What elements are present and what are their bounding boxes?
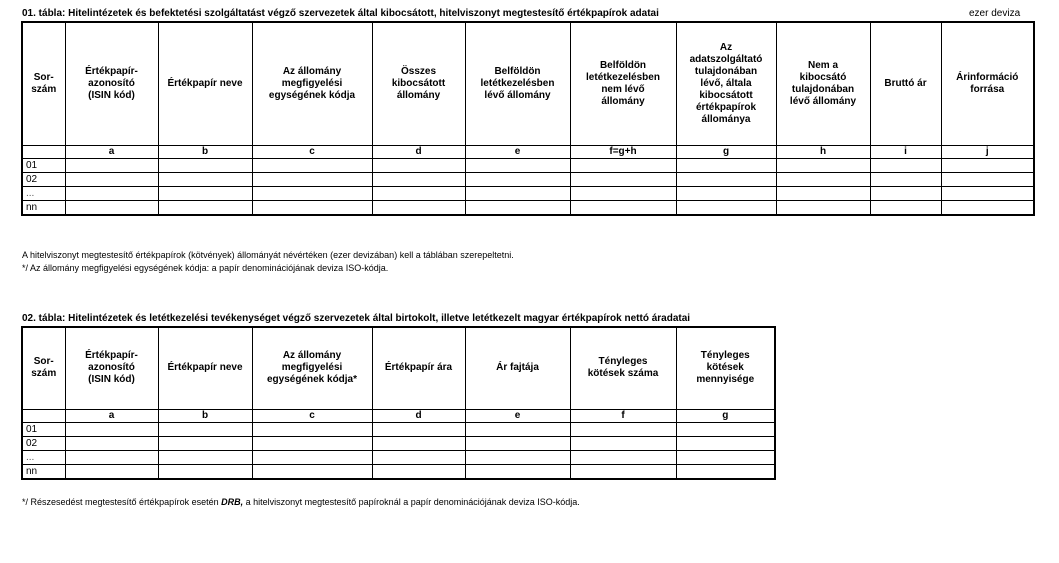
table2-data-cell[interactable]: [252, 422, 372, 436]
table1-data-cell[interactable]: [870, 186, 941, 200]
table1-data-cell[interactable]: [372, 172, 465, 186]
table1: [21, 21, 1035, 216]
table1-data-cell[interactable]: [158, 186, 252, 200]
table1-data-cell[interactable]: [372, 200, 465, 215]
table2-data-cell[interactable]: [465, 422, 570, 436]
table2-column-letter: [22, 409, 65, 422]
table1-header-cell: Értékpapír neve: [158, 22, 252, 145]
table2-header-row: [22, 327, 775, 409]
table2-note: [22, 497, 580, 507]
table2-data-cell[interactable]: [372, 436, 465, 450]
table1-data-row: [22, 158, 1034, 172]
table1-data-cell[interactable]: [941, 158, 1034, 172]
table2-data-cell[interactable]: [65, 450, 158, 464]
table2-letter-row: [22, 409, 775, 422]
table2-data-cell[interactable]: [252, 450, 372, 464]
table1-data-cell[interactable]: [570, 158, 676, 172]
table1-data-cell[interactable]: [65, 186, 158, 200]
table1-data-cell[interactable]: [676, 186, 776, 200]
table1-data-cell[interactable]: [372, 158, 465, 172]
table1-header-row: [22, 22, 1034, 145]
table2-data-cell[interactable]: [465, 464, 570, 479]
table2-row-number: ...: [22, 450, 65, 464]
table1-data-cell[interactable]: [676, 172, 776, 186]
table2-column-letter: d: [372, 409, 465, 422]
table1-data-cell[interactable]: [941, 200, 1034, 215]
table1-data-cell[interactable]: [252, 172, 372, 186]
table1-data-cell[interactable]: [158, 200, 252, 215]
table2-data-row: [22, 422, 775, 436]
table1-data-row: [22, 200, 1034, 215]
table1-data-cell[interactable]: [465, 172, 570, 186]
table2-data-cell[interactable]: [676, 422, 775, 436]
table1-header-cell: Árinformáció forrása: [941, 22, 1034, 145]
table1-row-number: nn: [22, 200, 65, 215]
table1-row-number: ...: [22, 186, 65, 200]
table2-header-cell: Értékpapír neve: [158, 327, 252, 409]
table1-data-cell[interactable]: [158, 158, 252, 172]
table1-data-cell[interactable]: [65, 200, 158, 215]
table1-data-cell[interactable]: [870, 158, 941, 172]
table1-column-letter: j: [941, 145, 1034, 158]
table1-data-cell[interactable]: [776, 158, 870, 172]
table1-data-cell[interactable]: [870, 200, 941, 215]
table2-data-cell[interactable]: [570, 422, 676, 436]
table1-data-cell[interactable]: [570, 172, 676, 186]
table2-data-cell[interactable]: [676, 450, 775, 464]
table1-column-letter: d: [372, 145, 465, 158]
table1-data-row: [22, 172, 1034, 186]
table2-header-cell: Sor- szám: [22, 327, 65, 409]
table1-header-cell: Belföldön letétkezelésben lévő állomány: [465, 22, 570, 145]
table1-data-cell[interactable]: [465, 186, 570, 200]
table2-header-cell: Ár fajtája: [465, 327, 570, 409]
table1-data-cell[interactable]: [465, 200, 570, 215]
table1-data-cell[interactable]: [252, 186, 372, 200]
table1-unit: ezer deviza: [969, 8, 1021, 19]
table1-header-cell: Összes kibocsátott állomány: [372, 22, 465, 145]
table2-header-cell: Tényleges kötések mennyisége: [676, 327, 775, 409]
table1-column-letter: i: [870, 145, 941, 158]
table1-note-2: */ Az állomány megfigyelési egységének kódja: a papír denominációjának deviza ISO-kódja.: [22, 263, 389, 273]
table1-letter-row: [22, 145, 1034, 158]
table1-data-cell[interactable]: [676, 158, 776, 172]
table2-column-letter: g: [676, 409, 775, 422]
table1-note-1: A hitelviszonyt megtestesítő értékpapírok (kötvények) állományát névértéken (ezer devizában) kell a táblában szerepeltetni.: [22, 250, 514, 260]
table2-data-cell[interactable]: [676, 464, 775, 479]
table2-column-letter: f: [570, 409, 676, 422]
table2-header-cell: Tényleges kötések száma: [570, 327, 676, 409]
table1-data-cell[interactable]: [465, 158, 570, 172]
table1-data-cell[interactable]: [158, 172, 252, 186]
table2-title: 02. tábla: Hitelintézetek és letétkezelési tevékenységet végző szervezetek által birtokolt, illetve letétkezelt magyar értékpapírok nettó áradatai: [22, 313, 691, 324]
table2-data-cell[interactable]: [158, 436, 252, 450]
table1-data-cell[interactable]: [870, 172, 941, 186]
table2-data-cell[interactable]: [372, 450, 465, 464]
table2-data-cell[interactable]: [372, 422, 465, 436]
table1-data-cell[interactable]: [941, 172, 1034, 186]
table1-data-cell[interactable]: [65, 172, 158, 186]
table1-column-letter: a: [65, 145, 158, 158]
table2-data-cell[interactable]: [158, 422, 252, 436]
table1-column-letter: [22, 145, 65, 158]
table2-data-cell[interactable]: [570, 464, 676, 479]
table2-data-cell[interactable]: [570, 436, 676, 450]
table2-row-number: 02: [22, 436, 65, 450]
table2-note-before: */ Részesedést megtestesítő értékpapírok esetén: [22, 497, 222, 507]
table1-data-cell[interactable]: [252, 200, 372, 215]
table1-data-cell[interactable]: [776, 172, 870, 186]
table1-column-letter: c: [252, 145, 372, 158]
table2-data-cell[interactable]: [465, 436, 570, 450]
table1-header-cell: Sor- szám: [22, 22, 65, 145]
table1-data-cell[interactable]: [252, 158, 372, 172]
table2-column-letter: e: [465, 409, 570, 422]
table2: [21, 326, 776, 480]
table2-data-row: [22, 436, 775, 450]
table1-row-number: 02: [22, 172, 65, 186]
table1-data-cell[interactable]: [676, 200, 776, 215]
table1-data-cell[interactable]: [570, 200, 676, 215]
table2-data-cell[interactable]: [372, 464, 465, 479]
table2-data-cell[interactable]: [65, 464, 158, 479]
table1-header-cell: Bruttó ár: [870, 22, 941, 145]
table1-column-letter: h: [776, 145, 870, 158]
table2-note-bold: DRB,: [221, 497, 244, 507]
table2-column-letter: c: [252, 409, 372, 422]
table2-data-cell[interactable]: [570, 450, 676, 464]
table1-data-row: [22, 186, 1034, 200]
table2-data-cell[interactable]: [65, 436, 158, 450]
table2-data-cell[interactable]: [65, 422, 158, 436]
table2-header-cell: Értékpapír ára: [372, 327, 465, 409]
table1-header-cell: Nem a kibocsátó tulajdonában lévő állomány: [776, 22, 870, 145]
table2-data-cell[interactable]: [158, 450, 252, 464]
table2-data-cell[interactable]: [252, 464, 372, 479]
table2-column-letter: a: [65, 409, 158, 422]
table2-header-cell: Az állomány megfigyelési egységének kódja*: [252, 327, 372, 409]
table2-header-cell: Értékpapír- azonosító (ISIN kód): [65, 327, 158, 409]
table1-header-cell: Az állomány megfigyelési egységének kódja: [252, 22, 372, 145]
table1-row-number: 01: [22, 158, 65, 172]
table1-data-cell[interactable]: [570, 186, 676, 200]
table2-data-row: [22, 464, 775, 479]
table1-data-cell[interactable]: [372, 186, 465, 200]
table1-header-cell: Az adatszolgáltató tulajdonában lévő, általa kibocsátott értékpapírok állománya: [676, 22, 776, 145]
table2-note-after: a hitelviszonyt megtestesítő papíroknál a papír denominációjának deviza ISO-kódja.: [243, 497, 580, 507]
table2-data-cell[interactable]: [252, 436, 372, 450]
table2-column-letter: b: [158, 409, 252, 422]
table1-header-cell: Értékpapír- azonosító (ISIN kód): [65, 22, 158, 145]
table1-column-letter: f=g+h: [570, 145, 676, 158]
table2-data-row: [22, 450, 775, 464]
table2-data-cell[interactable]: [158, 464, 252, 479]
table1-column-letter: e: [465, 145, 570, 158]
table1-data-cell[interactable]: [941, 186, 1034, 200]
table1-header-cell: Belföldön letétkezelésben nem lévő állomány: [570, 22, 676, 145]
table1-data-cell[interactable]: [65, 158, 158, 172]
table1-column-letter: b: [158, 145, 252, 158]
table2-data-cell[interactable]: [676, 436, 775, 450]
table1-column-letter: g: [676, 145, 776, 158]
table2-row-number: 01: [22, 422, 65, 436]
table1-data-cell[interactable]: [776, 200, 870, 215]
table1-data-cell[interactable]: [776, 186, 870, 200]
table1-title: 01. tábla: Hitelintézetek és befektetési szolgáltatást végző szervezetek által kibocsátott, hitelviszonyt megtestesítő értékpapírok adatai: [22, 8, 659, 19]
table2-data-cell[interactable]: [465, 450, 570, 464]
table2-row-number: nn: [22, 464, 65, 479]
